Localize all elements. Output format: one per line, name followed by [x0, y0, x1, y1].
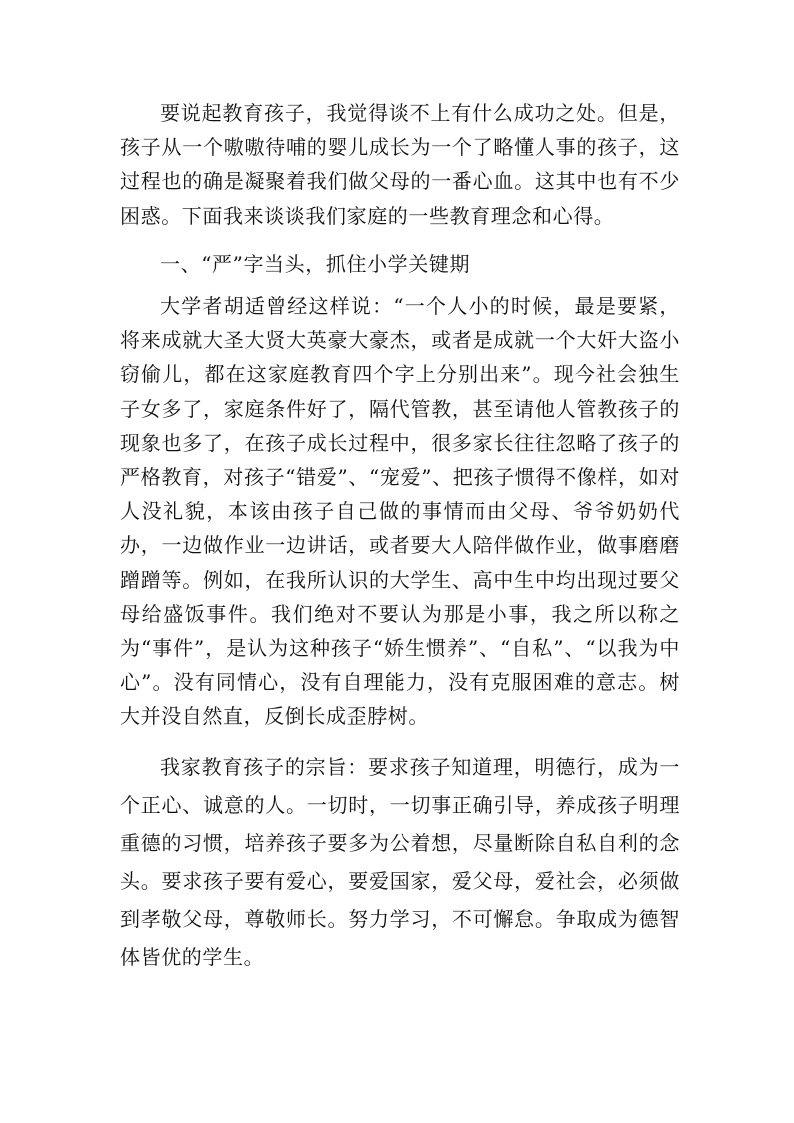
hu-shi-quote-paragraph: 大学者胡适曾经这样说：“一个人小的时候，最是要紧，将来成就大圣大贤大英豪大豪杰，或者是成就一个大奸大盗小窃偷儿，都在这家庭教育四个字上分别出来”。现今社会独生子女多了，家庭条件好了，隔代管教，甚至请他人管教孩子的现象也多了，在孩子成长过程中，很多家长往往忽略了孩子的严格教育，对孩子“错爱”、“宠爱”、把孩子惯得不像样，如对人没礼貌，本该由孩子自己做的事情而由父母、爷爷奶奶代办，一边做作业一边讲话，或者要大人陪伴做作业，做事磨磨蹭蹭等。例如，在我所认识的大学生、高中生中均出现过要父母给盛饭事件。我们绝对不要认为那是小事，我之所以称之为“事件”，是认为这种孩子“娇生惯养”、“自私”、“以我为中心”。没有同情心，没有自理能力，没有克服困难的意志。树大并没自然直，反倒长成歪脖树。 — [120, 294, 680, 729]
family-principle-paragraph: 我家教育孩子的宗旨：要求孩子知道理，明德行，成为一个正心、诚意的人。一切时，一切事正确引导，养成孩子明理重德的习惯，培养孩子要多为公着想，尽量断除自私自利的念头。要求孩子要有爱心，要爱国家，爱父母，爱社会，必须做到孝敬父母，尊敬师长。努力学习，不可懈怠。争取成为德智体皆优的学生。 — [120, 754, 680, 969]
document-page — [120, 96, 680, 976]
section-heading: 一、“严”字当头，抓住小学关键期 — [160, 251, 471, 276]
intro-paragraph: 要说起教育孩子，我觉得谈不上有什么成功之处。但是，孩子从一个嗷嗷待哺的婴儿成长为一个了略懂人事的孩子，这过程也的确是凝聚着我们做父母的一番心血。这其中也有不少困惑。下面我来谈谈我们家庭的一些教育理念和心得。 — [120, 101, 680, 228]
